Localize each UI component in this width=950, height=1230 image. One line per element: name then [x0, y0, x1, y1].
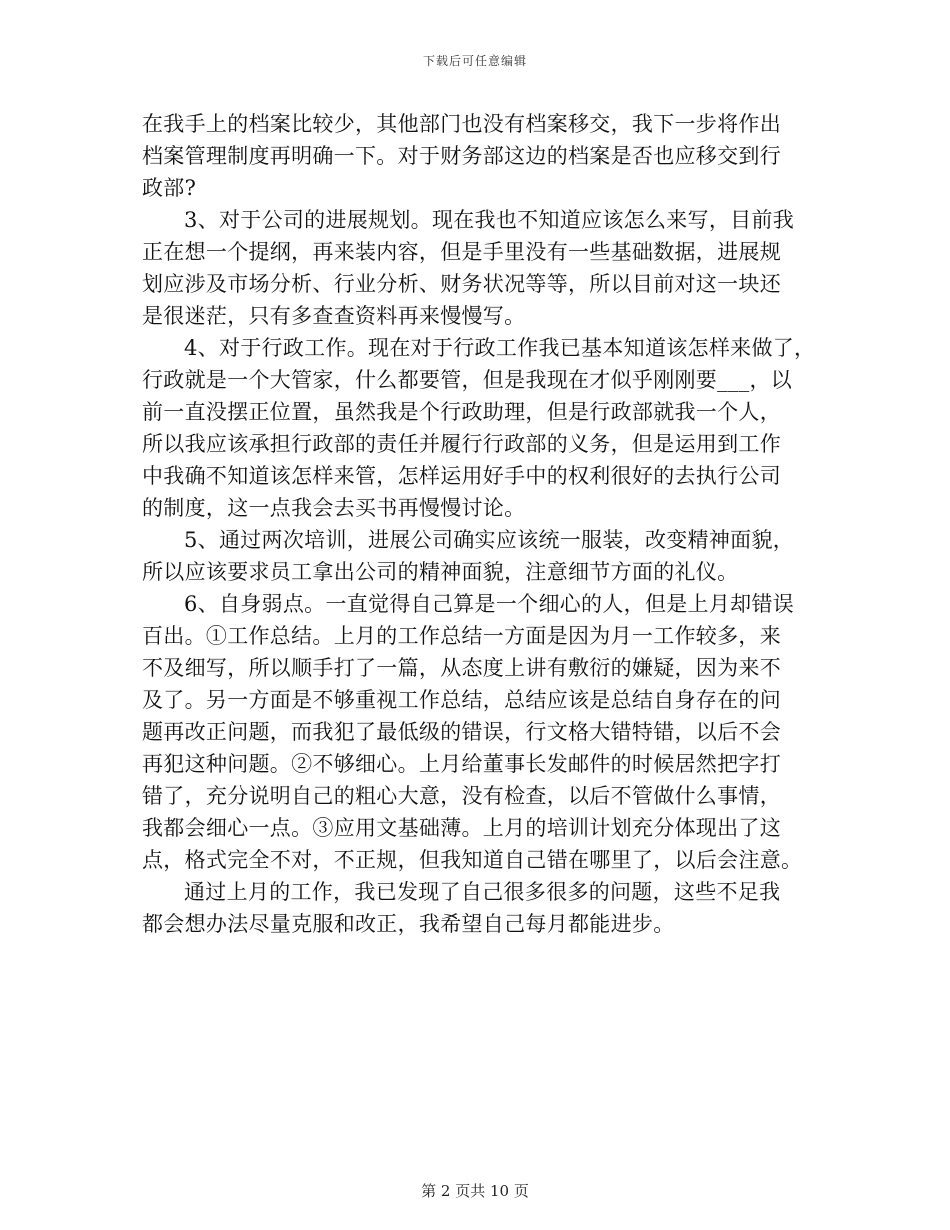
- body-line: 是很迷茫，只有多查查资料再来慢慢写。: [142, 304, 526, 328]
- paragraph-start-line: 6、自身弱点。一直觉得自己算是一个细心的人，但是上月却错误: [184, 592, 795, 616]
- document-body: [142, 108, 816, 940]
- body-line: 错了，充分说明自己的粗心大意，没有检查，以后不管做什么事情，: [142, 784, 781, 808]
- body-line: 再犯这种问题。②不够细心。上月给董事长发邮件的时候居然把字打: [142, 752, 781, 776]
- page-number-footer: 第 2 页共 10 页: [421, 1182, 529, 1200]
- body-line: 及了。另一方面是不够重视工作总结，总结应该是总结自身存在的问: [142, 688, 781, 712]
- body-line: 所以我应该承担行政部的责任并履行行政部的义务，但是运用到工作: [142, 432, 781, 456]
- body-line: 划应涉及市场分析、行业分析、财务状况等等，所以目前对这一块还: [142, 272, 781, 296]
- body-line: 所以应该要求员工拿出公司的精神面貌，注意细节方面的礼仪。: [142, 560, 739, 584]
- paragraph-start-line: 5、通过两次培训，进展公司确实应该统一服装，改变精神面貌，: [184, 528, 795, 552]
- body-line: 行政就是一个大管家，什么都要管，但是我现在才似乎刚刚要___，以: [142, 368, 793, 392]
- body-line: 我都会细心一点。③应用文基础薄。上月的培训计划充分体现出了这: [142, 816, 781, 840]
- body-line: 正在想一个提纲，再来装内容，但是手里没有一些基础数据，进展规: [142, 240, 781, 264]
- body-line: 前一直没摆正位置，虽然我是个行政助理，但是行政部就我一个人，: [142, 400, 781, 424]
- body-line: 档案管理制度再明确一下。对于财务部这边的档案是否也应移交到行: [142, 144, 781, 168]
- paragraph-start-line: 4、对于行政工作。现在对于行政工作我已基本知道该怎样来做了，: [184, 336, 816, 360]
- body-line: 政部?: [142, 176, 197, 200]
- body-line: 百出。①工作总结。上月的工作总结一方面是因为月一工作较多，来: [142, 624, 781, 648]
- body-line: 在我手上的档案比较少，其他部门也没有档案移交，我下一步将作出: [142, 112, 781, 136]
- body-line: 的制度，这一点我会去买书再慢慢讨论。: [142, 496, 526, 520]
- paragraph-start-line: 通过上月的工作，我已发现了自己很多很多的问题，这些不足我: [184, 880, 781, 904]
- body-line: 中我确不知道该怎样来管，怎样运用好手中的权利很好的去执行公司: [142, 464, 781, 488]
- page-header: 下载后可任意编辑: [422, 54, 527, 68]
- body-line: 不及细写，所以顺手打了一篇，从态度上讲有敷衍的嫌疑，因为来不: [142, 656, 781, 680]
- body-line: 点，格式完全不对，不正规，但我知道自己错在哪里了，以后会注意。: [142, 848, 803, 872]
- body-line: 题再改正问题，而我犯了最低级的错误，行文格大错特错，以后不会: [142, 720, 781, 744]
- body-line: 都会想办法尽量克服和改正，我希望自己每月都能进步。: [142, 912, 675, 936]
- paragraph-start-line: 3、对于公司的进展规划。现在我也不知道应该怎么来写，目前我: [184, 208, 795, 232]
